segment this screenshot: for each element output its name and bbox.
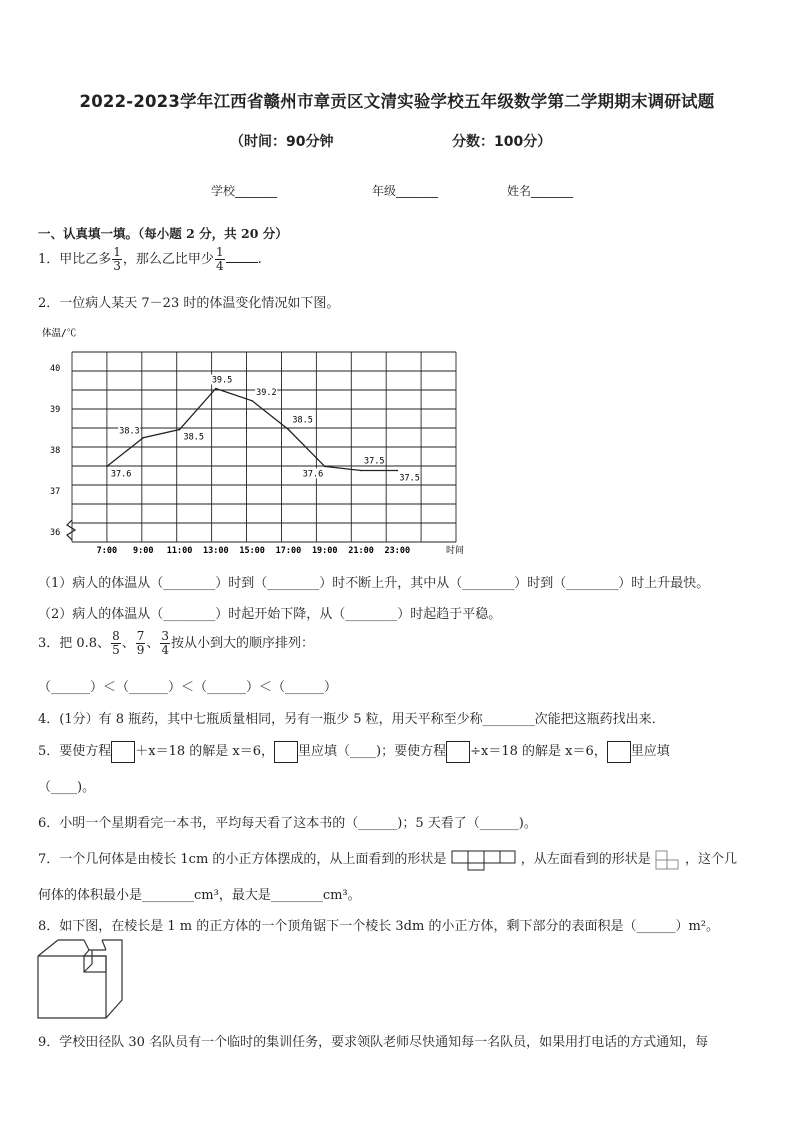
chart-x-tick-label: 9:00 [132,546,154,556]
chart-series [106,388,398,472]
data-point [288,429,290,431]
question-2: 2．一位病人某天 7－23 时的体温变化情况如下图。 [38,296,340,311]
chart-x-ticks [97,546,410,556]
chart-y-tick-label: 37 [50,487,61,497]
data-label: 38.5 [183,432,205,443]
chart-x-tick-label: 11:00 [166,546,193,556]
chart-x-tick-label: 15:00 [239,546,265,556]
data-label: 39.2 [256,387,277,398]
question-5-cont: （____)。 [38,780,96,795]
data-point [324,466,326,468]
data-label: 37.5 [399,473,420,484]
question-7-cont: 何体的体积最小是________cm³，最大是________cm³。 [38,888,361,903]
top-view-shape-icon [451,849,517,871]
q3-fraction-1: $\frac{8}{5}$ [112,629,120,657]
data-label: 37.6 [110,469,132,480]
q5-box-4[interactable] [607,741,631,763]
exam-score: 分数：100分） [452,134,552,150]
q5-box-2[interactable] [274,741,298,763]
q3-fraction-2: $\frac{7}{9}$ [136,629,145,657]
data-label: 38.5 [292,415,313,426]
q5-box-3[interactable] [446,741,470,763]
question-3-answer-line[interactable]: （______）＜（______）＜（______）＜（______） [38,680,338,695]
question-4: 4．(1分）有 8 瓶药，其中七瓶质量相同，另有一瓶少 5 粒，用天平称至少称________次能把这瓶药找出来． [38,712,665,727]
chart-y-ticks [50,364,60,538]
question-1: 1．甲比乙多 $\frac{1}{3}$ ，那么乙比甲少 $\frac{1}{4}$ . [38,245,262,273]
chart-x-tick-label: 23:00 [384,546,411,556]
q3-suffix: 按从小到大的顺序排列： [171,636,315,651]
chart-y-axis-label: 体温/℃ [42,328,77,339]
cube-with-cut-corner-figure [36,938,128,1020]
data-point [142,437,144,439]
question-2-part-1: （1）病人的体温从（________）时到（________）时不断上升，其中从（________）时到（________）时上升最快。 [38,576,710,591]
data-point [251,400,253,402]
chart-grid [72,352,456,542]
section-heading: 一、认真填一填。（每小题 2 分，共 20 分） [38,226,288,241]
question-8: 8．如下图，在棱长是 1 m 的正方体的一个顶角锯下一个棱长 3dm 的小正方体，剩下部分的表面积是（______）m²。 [38,919,719,934]
chart-x-tick-label: 17:00 [275,546,302,556]
q1-prefix: 1．甲比乙多 [38,252,112,267]
q3-fraction-3: $\frac{3}{4}$ [161,629,170,657]
chart-y-tick-label: 38 [50,446,61,456]
q5-box-1[interactable] [111,741,135,763]
data-label: 37.5 [364,456,385,467]
q1-answer-blank[interactable] [226,262,258,263]
chart-x-axis-label: 时间 [446,546,465,556]
data-point [360,470,362,472]
question-6: 6．小明一个星期看完一本书，平均每天看了这本书的（______)；5 天看了（______)。 [38,816,537,831]
chart-y-tick-label: 36 [50,528,61,538]
chart-y-tick-label: 39 [50,405,61,415]
chart-x-tick-label: 7:00 [96,546,118,556]
q3-prefix: 3．把 0.8、 [38,636,111,651]
chart-data-labels [110,375,420,484]
question-3: 3．把 0.8、 $\frac{8}{5}$ 、 $\frac{7}{9}$ 、 $\frac{3}{4}$ 按从小到大的顺序排列： [38,629,315,657]
data-point [179,429,181,431]
data-label: 38.3 [119,426,140,437]
q1-fraction-2: $\frac{1}{4}$ [215,245,224,273]
chart-y-tick-label: 40 [50,364,61,374]
question-5: 5．要使方程 ＋x＝18 的解是 x＝6， 里应填（____)；要使方程 ÷x＝18 的解是 x＝6， 里应填 [38,740,670,763]
data-label: 39.5 [211,375,233,386]
data-label: 37.6 [302,469,324,480]
page-title: 2022-2023学年江西省赣州市章贡区文清实验学校五年级数学第二学期期末调研试题 [79,92,715,111]
question-7: 7．一个几何体是由棱长 1cm 的小正方体摆成的，从上面看到的形状是 ，从左面看到的形状是 ，这个几 [38,848,737,871]
left-view-shape-icon [655,849,681,871]
chart-x-tick-label: 21:00 [348,546,374,556]
grade-field[interactable]: 年级_______ [372,184,439,198]
data-point [106,466,108,468]
exam-time: （时间：90分钟 [230,134,334,150]
school-field[interactable]: 学校_______ [211,184,278,198]
data-point [397,470,399,472]
temperature-chart [30,322,470,562]
question-9: 9．学校田径队 30 名队员有一个临时的集训任务，要求领队老师尽快通知每一名队员，如果用打电话的方式通知，每 [38,1035,709,1050]
question-2-part-2: （2）病人的体温从（________）时起开始下降，从（________）时起趋于平稳。 [38,607,502,622]
chart-x-tick-label: 13:00 [203,546,229,556]
q1-fraction-1: $\frac{1}{3}$ [113,245,121,273]
chart-x-tick-label: 19:00 [311,546,338,556]
name-field[interactable]: 姓名_______ [507,184,574,198]
q1-middle: ，那么乙比甲少 [122,252,214,267]
data-point [215,388,217,390]
